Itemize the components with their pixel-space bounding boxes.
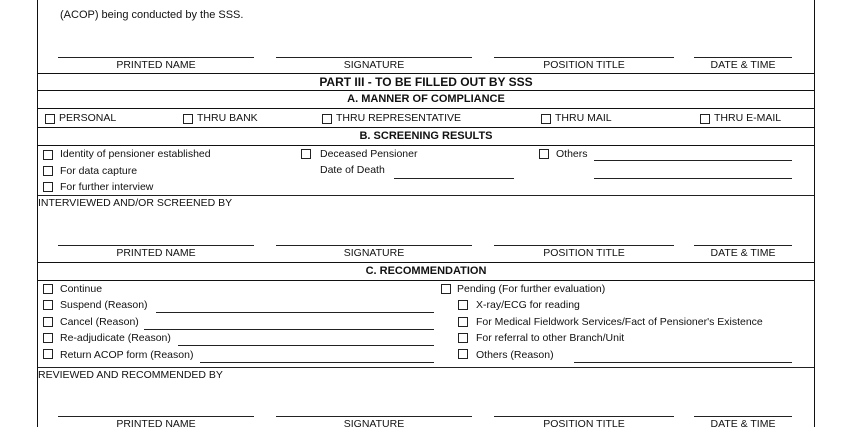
date-time-line-3[interactable] bbox=[694, 416, 792, 417]
date-time-line-1[interactable] bbox=[694, 57, 792, 58]
divider bbox=[38, 367, 814, 368]
thru-mail-checkbox[interactable] bbox=[541, 114, 551, 124]
thru-email-label: THRU E-MAIL bbox=[714, 112, 782, 124]
medical-fieldwork-label: For Medical Fieldwork Services/Fact of Pensioner's Existence bbox=[476, 316, 763, 328]
others-label: Others bbox=[556, 148, 588, 160]
personal-label: PERSONAL bbox=[59, 112, 117, 124]
identity-label: Identity of pensioner established bbox=[60, 148, 211, 160]
others-reason-label: Others (Reason) bbox=[476, 349, 554, 361]
printed-name-line-2[interactable] bbox=[58, 245, 254, 246]
cancel-label: Cancel (Reason) bbox=[60, 316, 139, 328]
xray-ecg-label: X-ray/ECG for reading bbox=[476, 299, 580, 311]
position-title-label-3: POSITION TITLE bbox=[543, 418, 625, 430]
others-reason-field[interactable] bbox=[574, 362, 792, 363]
cancel-checkbox[interactable] bbox=[43, 317, 53, 327]
signature-label-3: SIGNATURE bbox=[343, 418, 405, 430]
acop-form bbox=[37, 0, 815, 430]
data-capture-checkbox[interactable] bbox=[43, 166, 53, 176]
date-time-line-2[interactable] bbox=[694, 245, 792, 246]
date-time-label-3: DATE & TIME bbox=[710, 418, 776, 430]
others-field-1[interactable] bbox=[594, 160, 792, 161]
readjudicate-label: Re-adjudicate (Reason) bbox=[60, 332, 171, 344]
date-time-label-2: DATE & TIME bbox=[710, 247, 776, 259]
printed-name-label-1: PRINTED NAME bbox=[116, 59, 196, 71]
referral-checkbox[interactable] bbox=[458, 333, 468, 343]
printed-name-line-3[interactable] bbox=[58, 416, 254, 417]
others-reason-checkbox[interactable] bbox=[458, 349, 468, 359]
readjudicate-reason-field[interactable] bbox=[178, 345, 434, 346]
return-acop-reason-field[interactable] bbox=[200, 362, 434, 363]
manner-title: A. MANNER OF COMPLIANCE bbox=[38, 91, 814, 109]
date-of-death-field[interactable] bbox=[394, 178, 514, 179]
pending-label: Pending (For further evaluation) bbox=[457, 283, 606, 295]
printed-name-label-3: PRINTED NAME bbox=[116, 418, 196, 430]
thru-mail-label: THRU MAIL bbox=[555, 112, 612, 124]
part3-title: PART III - TO BE FILLED OUT BY SSS bbox=[38, 74, 814, 91]
signature-line-2[interactable] bbox=[276, 245, 472, 246]
position-title-label-2: POSITION TITLE bbox=[543, 247, 625, 259]
others-checkbox[interactable] bbox=[539, 149, 549, 159]
readjudicate-checkbox[interactable] bbox=[43, 333, 53, 343]
xray-ecg-checkbox[interactable] bbox=[458, 300, 468, 310]
suspend-checkbox[interactable] bbox=[43, 300, 53, 310]
others-field-2[interactable] bbox=[594, 178, 792, 179]
cancel-reason-field[interactable] bbox=[144, 329, 434, 330]
thru-representative-checkbox[interactable] bbox=[322, 114, 332, 124]
divider bbox=[38, 195, 814, 196]
signature-line-3[interactable] bbox=[276, 416, 472, 417]
identity-checkbox[interactable] bbox=[43, 150, 53, 160]
position-title-line-2[interactable] bbox=[494, 245, 674, 246]
further-interview-checkbox[interactable] bbox=[43, 182, 53, 192]
date-of-death-label: Date of Death bbox=[320, 164, 385, 176]
position-title-line-3[interactable] bbox=[494, 416, 674, 417]
continue-label: Continue bbox=[60, 283, 103, 295]
continue-checkbox[interactable] bbox=[43, 284, 53, 294]
medical-fieldwork-checkbox[interactable] bbox=[458, 317, 468, 327]
printed-name-label-2: PRINTED NAME bbox=[116, 247, 196, 259]
data-capture-label: For data capture bbox=[60, 165, 138, 177]
signature-line-1[interactable] bbox=[276, 57, 472, 58]
pending-checkbox[interactable] bbox=[441, 284, 451, 294]
further-interview-label: For further interview bbox=[60, 181, 154, 193]
interviewed-by-label: INTERVIEWED AND/OR SCREENED BY bbox=[38, 197, 233, 209]
intro-text: (ACOP) being conducted by the SSS. bbox=[60, 9, 244, 21]
return-acop-checkbox[interactable] bbox=[43, 349, 53, 359]
thru-bank-checkbox[interactable] bbox=[183, 114, 193, 124]
deceased-label: Deceased Pensioner bbox=[320, 148, 418, 160]
signature-label-2: SIGNATURE bbox=[343, 247, 405, 259]
thru-email-checkbox[interactable] bbox=[700, 114, 710, 124]
return-acop-label: Return ACOP form (Reason) bbox=[60, 349, 194, 361]
position-title-label-1: POSITION TITLE bbox=[543, 59, 625, 71]
personal-checkbox[interactable] bbox=[45, 114, 55, 124]
date-time-label-1: DATE & TIME bbox=[710, 59, 776, 71]
thru-representative-label: THRU REPRESENTATIVE bbox=[336, 112, 462, 124]
screening-title: B. SCREENING RESULTS bbox=[38, 128, 814, 146]
position-title-line-1[interactable] bbox=[494, 57, 674, 58]
reviewed-by-label: REVIEWED AND RECOMMENDED BY bbox=[38, 369, 223, 381]
thru-bank-label: THRU BANK bbox=[197, 112, 258, 124]
signature-label-1: SIGNATURE bbox=[343, 59, 405, 71]
suspend-label: Suspend (Reason) bbox=[60, 299, 148, 311]
referral-label: For referral to other Branch/Unit bbox=[476, 332, 625, 344]
suspend-reason-field[interactable] bbox=[156, 312, 434, 313]
deceased-checkbox[interactable] bbox=[301, 149, 311, 159]
recommendation-title: C. RECOMMENDATION bbox=[38, 263, 814, 281]
printed-name-line-1[interactable] bbox=[58, 57, 254, 58]
